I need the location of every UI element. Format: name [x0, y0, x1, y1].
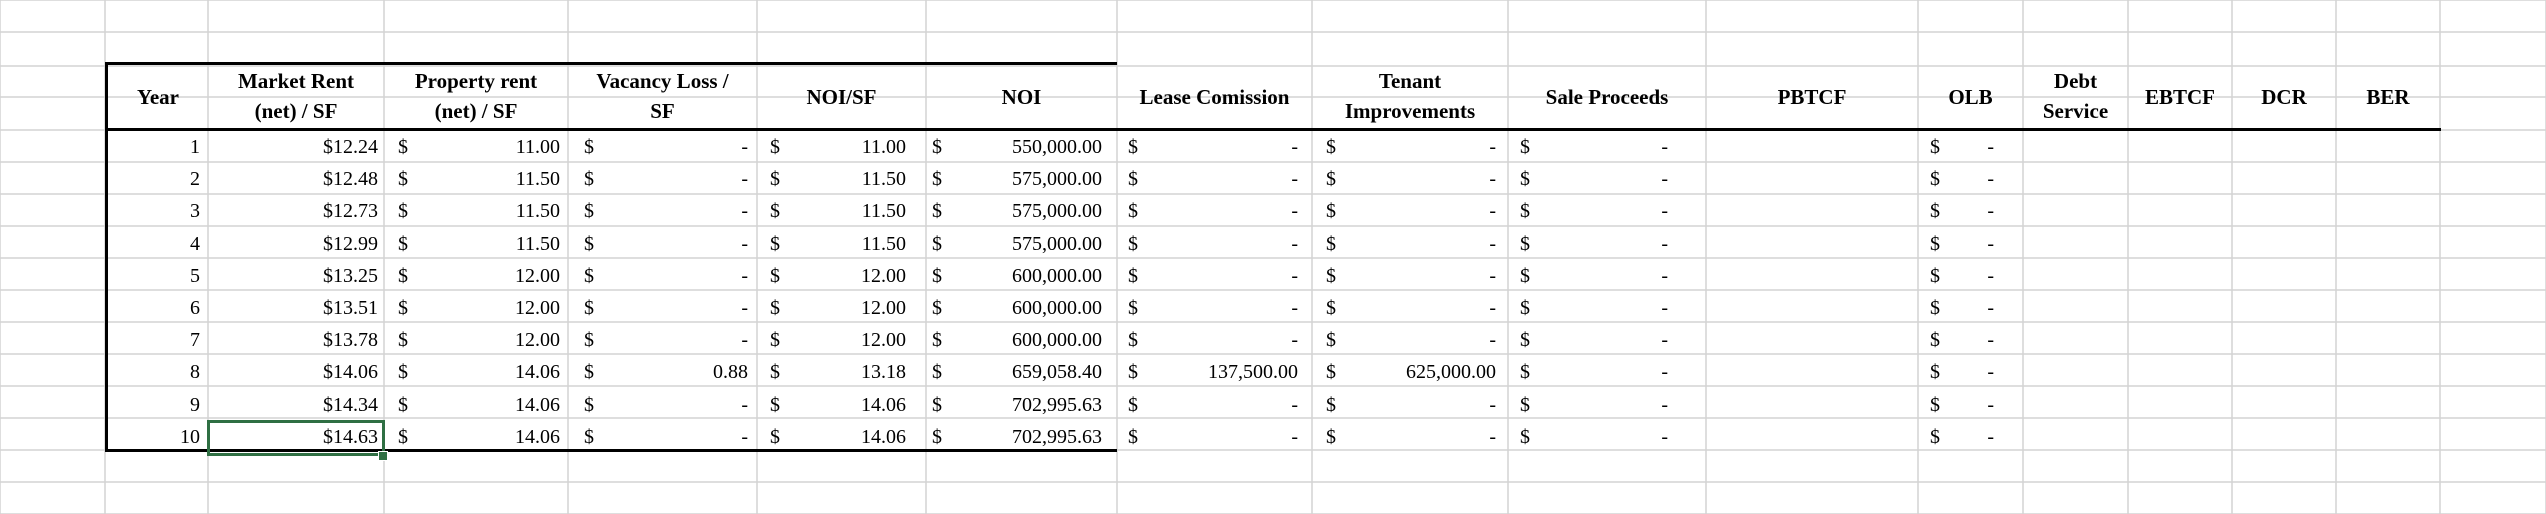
row-year: 4 — [190, 233, 200, 255]
currency-symbol: $ — [584, 394, 594, 416]
currency-symbol: $ — [932, 361, 942, 383]
currency-symbol: $ — [1520, 329, 1530, 351]
currency-symbol: $ — [1326, 233, 1336, 255]
row-year: 9 — [190, 394, 200, 416]
row-noi-sf: 12.00 — [861, 329, 906, 351]
currency-symbol: $ — [1128, 361, 1138, 383]
row-tenant-improvements: - — [1489, 394, 1496, 416]
row-market-rent: $14.34 — [323, 394, 378, 416]
row-market-rent: $13.25 — [323, 265, 378, 287]
currency-symbol: $ — [1930, 329, 1940, 351]
currency-symbol: $ — [1520, 200, 1530, 222]
currency-symbol: $ — [1128, 394, 1138, 416]
currency-symbol: $ — [932, 394, 942, 416]
currency-symbol: $ — [1326, 394, 1336, 416]
header-property-rent-line2: (net) / SF — [434, 99, 518, 123]
row-noi-sf: 12.00 — [861, 265, 906, 287]
row-property-rent: 12.00 — [515, 329, 560, 351]
currency-symbol: $ — [1326, 329, 1336, 351]
currency-symbol: $ — [1930, 168, 1940, 190]
row-vacancy-loss: 0.88 — [713, 361, 748, 383]
row-vacancy-loss: - — [741, 426, 748, 448]
row-property-rent: 14.06 — [515, 394, 560, 416]
currency-symbol: $ — [770, 329, 780, 351]
header-noi: NOI — [1001, 85, 1042, 109]
header-tenant-improvements-line1: Tenant — [1378, 69, 1442, 93]
row-noi: 702,995.63 — [1012, 426, 1102, 448]
row-tenant-improvements: - — [1489, 136, 1496, 158]
currency-symbol: $ — [1930, 394, 1940, 416]
row-lease-commission: - — [1291, 265, 1298, 287]
row-property-rent: 12.00 — [515, 265, 560, 287]
currency-symbol: $ — [1128, 265, 1138, 287]
row-vacancy-loss: - — [741, 265, 748, 287]
row-year: 1 — [190, 136, 200, 158]
currency-symbol: $ — [398, 394, 408, 416]
row-noi: 659,058.40 — [1012, 361, 1102, 383]
header-year: Year — [137, 85, 179, 109]
row-noi-sf: 11.00 — [861, 136, 906, 158]
header-noi-sf: NOI/SF — [806, 85, 877, 109]
currency-symbol: $ — [1128, 168, 1138, 190]
currency-symbol: $ — [1930, 136, 1940, 158]
currency-symbol: $ — [932, 168, 942, 190]
row-tenant-improvements: 625,000.00 — [1406, 361, 1496, 383]
currency-symbol: $ — [932, 233, 942, 255]
currency-symbol: $ — [584, 361, 594, 383]
currency-symbol: $ — [932, 329, 942, 351]
row-vacancy-loss: - — [741, 136, 748, 158]
currency-symbol: $ — [1520, 265, 1530, 287]
fill-handle[interactable] — [378, 451, 388, 461]
header-dcr: DCR — [2261, 85, 2307, 109]
currency-symbol: $ — [1128, 329, 1138, 351]
currency-symbol: $ — [398, 361, 408, 383]
currency-symbol: $ — [1930, 265, 1940, 287]
header-vacancy-loss-line2: SF — [650, 99, 675, 123]
currency-symbol: $ — [1326, 297, 1336, 319]
currency-symbol: $ — [770, 361, 780, 383]
row-lease-commission: - — [1291, 394, 1298, 416]
row-year: 6 — [190, 297, 200, 319]
row-property-rent: 11.50 — [515, 168, 560, 190]
currency-symbol: $ — [1326, 168, 1336, 190]
currency-symbol: $ — [584, 329, 594, 351]
currency-symbol: $ — [398, 265, 408, 287]
row-olb: - — [1987, 136, 1994, 158]
row-noi: 550,000.00 — [1012, 136, 1102, 158]
row-year: 8 — [190, 361, 200, 383]
row-olb: - — [1987, 233, 1994, 255]
row-market-rent: $12.73 — [323, 200, 378, 222]
row-market-rent: $13.78 — [323, 329, 378, 351]
row-year: 5 — [190, 265, 200, 287]
row-vacancy-loss: - — [741, 394, 748, 416]
header-debt-service-line2: Service — [2042, 99, 2109, 123]
currency-symbol: $ — [932, 200, 942, 222]
row-tenant-improvements: - — [1489, 200, 1496, 222]
currency-symbol: $ — [1930, 200, 1940, 222]
row-vacancy-loss: - — [741, 168, 748, 190]
row-property-rent: 12.00 — [515, 297, 560, 319]
currency-symbol: $ — [1128, 200, 1138, 222]
row-olb: - — [1987, 200, 1994, 222]
row-sale-proceeds: - — [1661, 361, 1668, 383]
currency-symbol: $ — [770, 136, 780, 158]
row-olb: - — [1987, 426, 1994, 448]
row-lease-commission: - — [1291, 168, 1298, 190]
header-market-rent-line2: (net) / SF — [254, 99, 338, 123]
row-market-rent: $12.48 — [323, 168, 378, 190]
header-olb: OLB — [1948, 85, 1993, 109]
currency-symbol: $ — [398, 329, 408, 351]
currency-symbol: $ — [398, 233, 408, 255]
currency-symbol: $ — [398, 200, 408, 222]
currency-symbol: $ — [1520, 426, 1530, 448]
currency-symbol: $ — [584, 168, 594, 190]
currency-symbol: $ — [584, 426, 594, 448]
row-noi-sf: 13.18 — [861, 361, 906, 383]
row-property-rent: 11.00 — [515, 136, 560, 158]
row-olb: - — [1987, 265, 1994, 287]
currency-symbol: $ — [1128, 426, 1138, 448]
currency-symbol: $ — [1128, 233, 1138, 255]
row-sale-proceeds: - — [1661, 200, 1668, 222]
currency-symbol: $ — [398, 426, 408, 448]
table-top-border — [105, 62, 1117, 65]
row-noi-sf: 14.06 — [861, 426, 906, 448]
row-olb: - — [1987, 297, 1994, 319]
row-tenant-improvements: - — [1489, 329, 1496, 351]
currency-symbol: $ — [1128, 297, 1138, 319]
currency-symbol: $ — [932, 297, 942, 319]
currency-symbol: $ — [1128, 136, 1138, 158]
row-sale-proceeds: - — [1661, 265, 1668, 287]
currency-symbol: $ — [1520, 233, 1530, 255]
row-tenant-improvements: - — [1489, 265, 1496, 287]
row-market-rent: $13.51 — [323, 297, 378, 319]
row-vacancy-loss: - — [741, 233, 748, 255]
row-lease-commission: - — [1291, 233, 1298, 255]
currency-symbol: $ — [1326, 426, 1336, 448]
currency-symbol: $ — [770, 168, 780, 190]
row-noi: 600,000.00 — [1012, 265, 1102, 287]
currency-symbol: $ — [1326, 136, 1336, 158]
currency-symbol: $ — [770, 297, 780, 319]
currency-symbol: $ — [770, 394, 780, 416]
currency-symbol: $ — [770, 200, 780, 222]
header-ebtcf: EBTCF — [2144, 85, 2215, 109]
currency-symbol: $ — [1930, 426, 1940, 448]
currency-symbol: $ — [1930, 361, 1940, 383]
row-noi-sf: 11.50 — [861, 233, 906, 255]
row-property-rent: 14.06 — [515, 426, 560, 448]
row-sale-proceeds: - — [1661, 136, 1668, 158]
row-property-rent: 14.06 — [515, 361, 560, 383]
row-noi: 600,000.00 — [1012, 329, 1102, 351]
row-vacancy-loss: - — [741, 329, 748, 351]
currency-symbol: $ — [398, 168, 408, 190]
row-lease-commission: 137,500.00 — [1208, 361, 1298, 383]
currency-symbol: $ — [398, 297, 408, 319]
row-noi: 600,000.00 — [1012, 297, 1102, 319]
row-olb: - — [1987, 394, 1994, 416]
row-tenant-improvements: - — [1489, 297, 1496, 319]
row-sale-proceeds: - — [1661, 329, 1668, 351]
currency-symbol: $ — [1930, 297, 1940, 319]
row-sale-proceeds: - — [1661, 426, 1668, 448]
row-lease-commission: - — [1291, 136, 1298, 158]
row-lease-commission: - — [1291, 426, 1298, 448]
row-noi: 575,000.00 — [1012, 233, 1102, 255]
currency-symbol: $ — [770, 426, 780, 448]
row-tenant-improvements: - — [1489, 426, 1496, 448]
row-noi-sf: 14.06 — [861, 394, 906, 416]
currency-symbol: $ — [1930, 233, 1940, 255]
row-noi: 702,995.63 — [1012, 394, 1102, 416]
row-vacancy-loss: - — [741, 200, 748, 222]
row-olb: - — [1987, 361, 1994, 383]
row-vacancy-loss: - — [741, 297, 748, 319]
currency-symbol: $ — [584, 233, 594, 255]
row-lease-commission: - — [1291, 200, 1298, 222]
row-noi-sf: 11.50 — [861, 200, 906, 222]
currency-symbol: $ — [584, 265, 594, 287]
row-sale-proceeds: - — [1661, 297, 1668, 319]
row-sale-proceeds: - — [1661, 233, 1668, 255]
currency-symbol: $ — [398, 136, 408, 158]
row-sale-proceeds: - — [1661, 394, 1668, 416]
row-olb: - — [1987, 168, 1994, 190]
currency-symbol: $ — [1520, 394, 1530, 416]
row-lease-commission: - — [1291, 329, 1298, 351]
header-vacancy-loss-line1: Vacancy Loss / — [596, 69, 729, 93]
currency-symbol: $ — [1326, 265, 1336, 287]
header-market-rent-line1: Market Rent — [237, 69, 355, 93]
currency-symbol: $ — [770, 265, 780, 287]
currency-symbol: $ — [1326, 361, 1336, 383]
row-market-rent: $14.63 — [323, 426, 378, 448]
row-noi-sf: 12.00 — [861, 297, 906, 319]
currency-symbol: $ — [932, 136, 942, 158]
row-tenant-improvements: - — [1489, 168, 1496, 190]
row-noi: 575,000.00 — [1012, 168, 1102, 190]
row-market-rent: $12.99 — [323, 233, 378, 255]
row-olb: - — [1987, 329, 1994, 351]
row-sale-proceeds: - — [1661, 168, 1668, 190]
row-property-rent: 11.50 — [515, 233, 560, 255]
currency-symbol: $ — [1520, 136, 1530, 158]
row-noi: 575,000.00 — [1012, 200, 1102, 222]
row-year: 10 — [180, 426, 200, 448]
row-tenant-improvements: - — [1489, 233, 1496, 255]
row-year: 7 — [190, 329, 200, 351]
header-debt-service-line1: Debt — [2053, 69, 2098, 93]
active-cell-selection[interactable] — [207, 420, 385, 456]
row-noi-sf: 11.50 — [861, 168, 906, 190]
row-lease-commission: - — [1291, 297, 1298, 319]
currency-symbol: $ — [1520, 168, 1530, 190]
currency-symbol: $ — [584, 200, 594, 222]
currency-symbol: $ — [1326, 200, 1336, 222]
header-tenant-improvements-line2: Improvements — [1344, 99, 1476, 123]
row-year: 2 — [190, 168, 200, 190]
currency-symbol: $ — [1520, 297, 1530, 319]
row-market-rent: $12.24 — [323, 136, 378, 158]
header-ber: BER — [2366, 85, 2410, 109]
currency-symbol: $ — [770, 233, 780, 255]
header-sale-proceeds: Sale Proceeds — [1545, 85, 1669, 109]
currency-symbol: $ — [932, 265, 942, 287]
currency-symbol: $ — [584, 136, 594, 158]
header-lease-commission: Lease Comission — [1139, 85, 1290, 109]
header-pbtcf: PBTCF — [1777, 85, 1847, 109]
currency-symbol: $ — [932, 426, 942, 448]
header-property-rent-line1: Property rent — [414, 69, 538, 93]
currency-symbol: $ — [1520, 361, 1530, 383]
row-year: 3 — [190, 200, 200, 222]
row-property-rent: 11.50 — [515, 200, 560, 222]
currency-symbol: $ — [584, 297, 594, 319]
row-market-rent: $14.06 — [323, 361, 378, 383]
